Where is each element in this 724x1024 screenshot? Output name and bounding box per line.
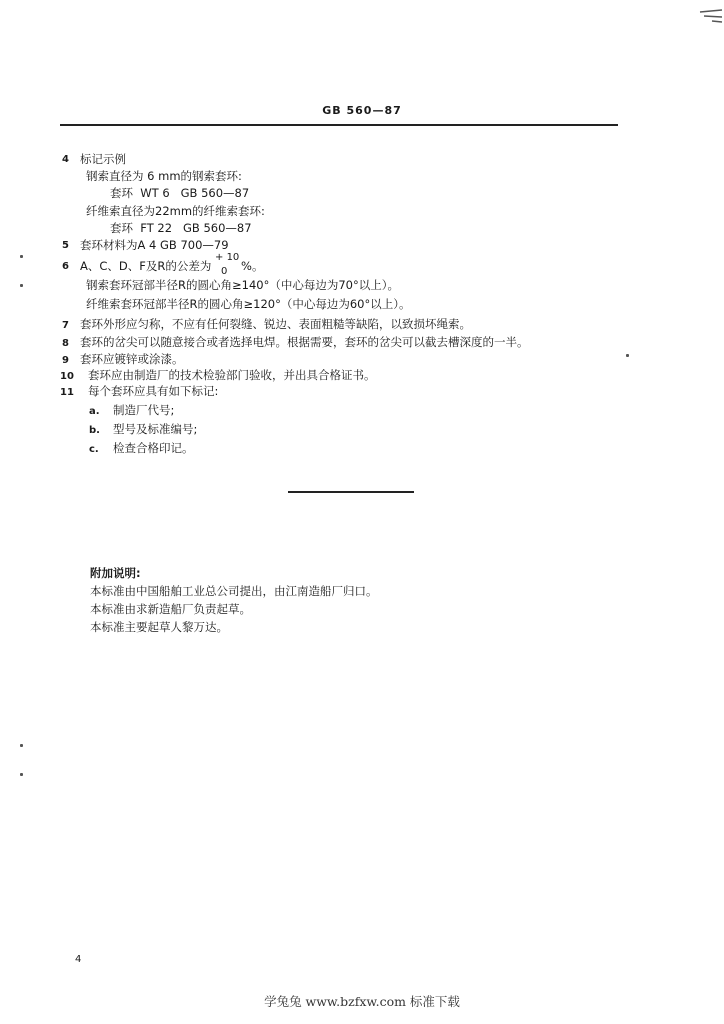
item-marker-a: a. — [89, 406, 100, 417]
section-number-11: 11 — [60, 387, 74, 398]
standard-code-header: GB 560—87 — [322, 104, 402, 117]
header-rule — [60, 124, 618, 126]
section-number-10: 10 — [60, 371, 74, 382]
section-6-label: A、C、D、F及R的公差为 — [80, 259, 212, 273]
corner-scan-mark — [698, 8, 724, 24]
section-number-4: 4 — [62, 154, 69, 165]
section-number-7: 7 — [62, 320, 69, 331]
section-number-9: 9 — [62, 355, 69, 366]
section-4-title: 标记示例 — [80, 152, 126, 166]
watermark-footer: 学兔兔 www.bzfxw.com 标准下载 — [264, 994, 460, 1009]
item-marker-b: b. — [89, 425, 100, 436]
scan-speck — [20, 773, 23, 776]
item-a-text: 制造厂代号; — [113, 403, 175, 417]
scan-speck — [626, 354, 629, 357]
section-5-text: 套环材料为A 4 GB 700—79 — [80, 238, 229, 252]
example-fiber-desc: 纤维索直径为22mm的纤维索套环: — [86, 204, 265, 218]
item-b-text: 型号及标准编号; — [113, 422, 198, 436]
tolerance-fraction — [215, 252, 241, 277]
appendix-line-2: 本标准由求新造船厂负责起草。 — [90, 602, 251, 616]
tolerance-lower: 0 — [221, 266, 228, 277]
section-6-text — [80, 252, 264, 277]
scan-speck — [20, 284, 23, 287]
example-fiber-mark: 套环 FT 22 GB 560—87 — [110, 221, 252, 235]
end-rule — [288, 491, 414, 493]
tolerance-upper: + 10 — [215, 252, 240, 263]
section-10-text: 套环应由制造厂的技术检验部门验收，并出具合格证书。 — [88, 368, 376, 382]
section-8-text: 套环的岔尖可以随意接合或者选择电焊。根据需要，套环的岔尖可以截去槽深度的一半。 — [80, 335, 529, 349]
appendix-line-1: 本标准由中国船舶工业总公司提出，由江南造船厂归口。 — [90, 584, 378, 598]
section-number-6: 6 — [62, 261, 69, 272]
section-number-5: 5 — [62, 240, 69, 251]
steel-angle-text: 钢索套环冠部半径R的圆心角≥140°（中心每边为70°以上）。 — [86, 278, 399, 292]
appendix-title: 附加说明: — [90, 566, 141, 580]
tolerance-suffix: %。 — [241, 259, 264, 273]
section-number-8: 8 — [62, 338, 69, 349]
item-c-text: 检查合格印记。 — [113, 441, 194, 455]
section-9-text: 套环应镀锌或涂漆。 — [80, 352, 184, 366]
example-steel-mark: 套环 WT 6 GB 560—87 — [110, 186, 250, 200]
example-steel-desc: 钢索直径为 6 mm的钢索套环: — [86, 169, 242, 183]
section-11-text: 每个套环应具有如下标记: — [88, 384, 219, 398]
item-marker-c: c. — [89, 444, 99, 455]
appendix-line-3: 本标准主要起草人黎万达。 — [90, 620, 228, 634]
scan-speck — [20, 255, 23, 258]
section-7-text: 套环外形应匀称，不应有任何裂缝、锐边、表面粗糙等缺陷，以致损坏绳索。 — [80, 317, 471, 331]
page-number: 4 — [75, 954, 82, 965]
scan-speck — [20, 744, 23, 747]
fiber-angle-text: 纤维索套环冠部半径R的圆心角≥120°（中心每边为60°以上）。 — [86, 297, 411, 311]
